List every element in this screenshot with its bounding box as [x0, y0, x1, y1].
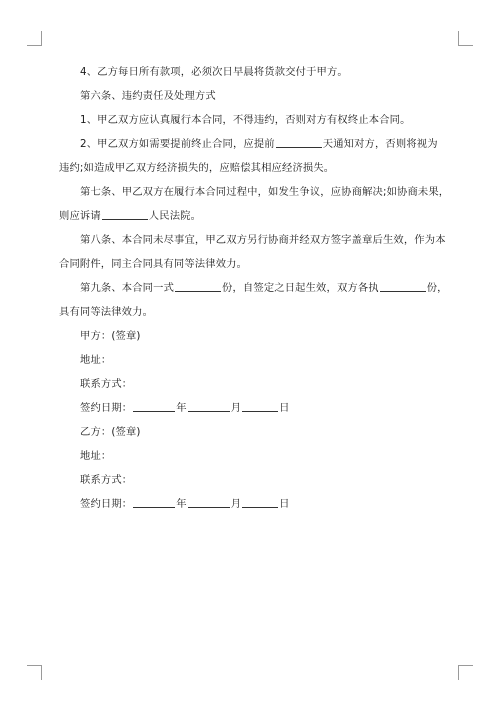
payment-clause: 4、乙方每日所有款项，必须次日早晨将货款交付于甲方。	[80, 66, 348, 78]
party-a-contact: 联系方式：	[80, 378, 133, 390]
party-b-date: 签约日期： 年 月 日	[80, 498, 290, 510]
party-a-signature: 甲方：(签章)	[80, 330, 141, 342]
notice-days-blank[interactable]	[276, 136, 322, 148]
copies-total-blank[interactable]	[175, 280, 221, 292]
article-8: 第八条、本合同未尽事宜，甲乙双方另行协商并经双方签字盖章后生效，作为本	[80, 234, 446, 246]
article-8-cont: 合同附件，同主合同具有同等法律效力。	[59, 258, 248, 270]
article-7: 第七条、甲乙双方在履行本合同过程中，如发生争议，应协商解决;如协商未果，	[80, 186, 450, 198]
crop-mark-bottom-left	[27, 665, 42, 680]
article-6-item-1: 1、甲乙双方应认真履行本合同，不得违约，否则对方有权终止本合同。	[80, 114, 411, 126]
article-6-item-2-cont: 违约;如造成甲乙双方经济损失的，应赔偿其相应经济损失。	[59, 162, 335, 174]
crop-mark-bottom-right	[458, 665, 473, 680]
party-a-year-blank[interactable]	[133, 400, 175, 412]
party-b-year-blank[interactable]	[133, 496, 175, 508]
article-6-item-2: 2、甲乙双方如需要提前终止合同，应提前 天通知对方，否则将视为	[80, 138, 438, 150]
party-b-day-blank[interactable]	[242, 496, 278, 508]
article-9: 第九条、本合同一式 份，自签定之日起生效，双方各执 份，	[80, 282, 448, 294]
party-b-month-blank[interactable]	[188, 496, 230, 508]
party-a-day-blank[interactable]	[242, 400, 278, 412]
document-body	[59, 60, 450, 516]
party-a-address: 地址：	[80, 354, 112, 366]
crop-mark-top-left	[27, 31, 42, 46]
party-a-date: 签约日期： 年 月 日	[80, 402, 290, 414]
party-b-contact: 联系方式：	[80, 474, 133, 486]
party-b-address: 地址：	[80, 450, 112, 462]
copies-each-blank[interactable]	[380, 280, 426, 292]
court-name-blank[interactable]	[102, 208, 148, 220]
article-7-cont: 则应诉请 人民法院。	[59, 210, 202, 222]
article-6-title: 第六条、违约责任及处理方式	[80, 90, 216, 102]
party-b-signature: 乙方：(签章)	[80, 426, 141, 438]
party-a-month-blank[interactable]	[188, 400, 230, 412]
article-9-cont: 具有同等法律效力。	[59, 306, 154, 318]
crop-mark-top-right	[458, 31, 473, 46]
